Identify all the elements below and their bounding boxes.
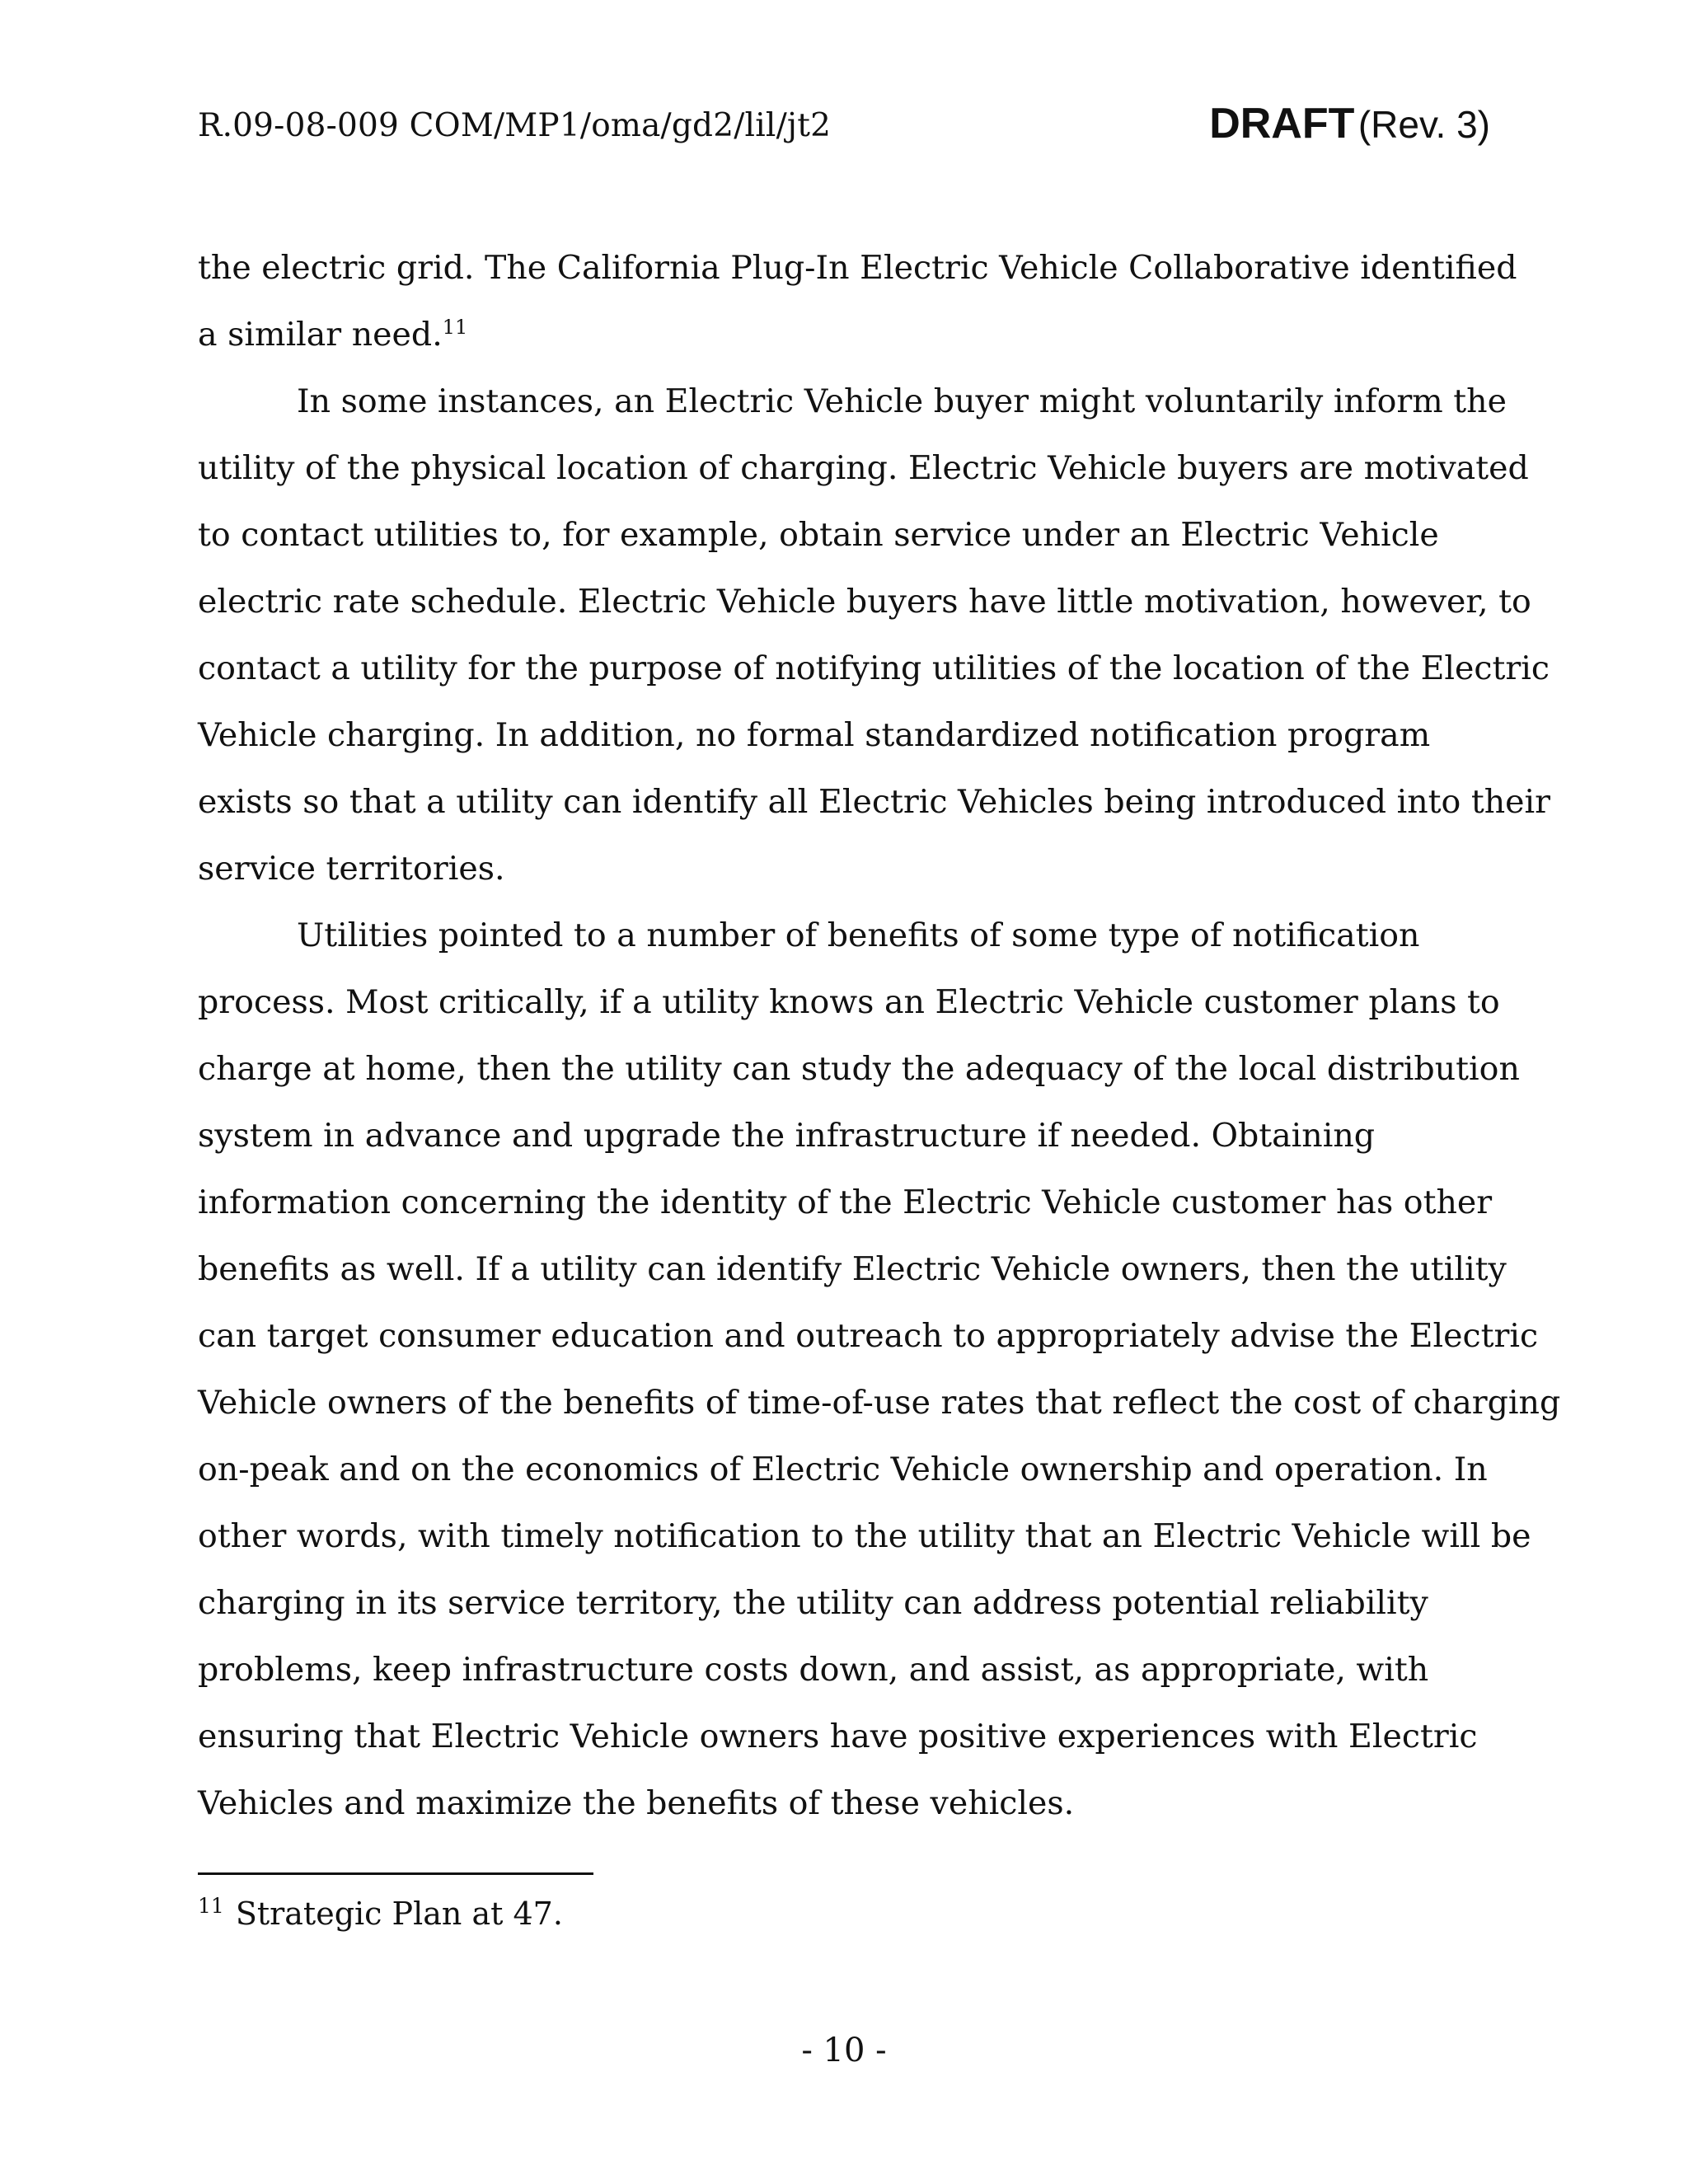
footnote	[198, 1896, 563, 1932]
page-number: - 10 -	[801, 2032, 887, 2069]
footnote-divider	[198, 1872, 593, 1875]
text-line: exists so that a utility can identify all Electric Vehicles being introduced into their	[198, 783, 1551, 821]
draft-label	[1209, 99, 1490, 148]
footnote-reference[interactable]: 11	[442, 315, 468, 339]
draft-word: DRAFT	[1209, 100, 1355, 148]
text-line: charging in its service territory, the utility can address potential reliability	[198, 1584, 1428, 1622]
text-line-content: a similar need.	[198, 316, 443, 354]
text-line: other words, with timely notification to the utility that an Electric Vehicle will be	[198, 1517, 1531, 1555]
page-header	[198, 99, 1490, 165]
text-line: to contact utilities to, for example, obtain service under an Electric Vehicle	[198, 516, 1439, 554]
text-line: system in advance and upgrade the infrastructure if needed. Obtaining	[198, 1117, 1376, 1155]
text-line: Utilities pointed to a number of benefits of some type of notification	[297, 916, 1420, 954]
docket-reference: R.09-08-009 COM/MP1/oma/gd2/lil/jt2	[198, 107, 832, 144]
text-line: process. Most critically, if a utility knows an Electric Vehicle customer plans to	[198, 983, 1500, 1021]
text-line: Vehicle charging. In addition, no formal standardized notification program	[198, 716, 1431, 754]
text-line: on-peak and on the economics of Electric Vehicle ownership and operation. In	[198, 1451, 1488, 1488]
paragraph-3	[198, 902, 1561, 1837]
footnote-text: Strategic Plan at 47.	[235, 1896, 563, 1932]
body-text	[198, 235, 1561, 1837]
text-line: service territories.	[198, 850, 505, 888]
text-line: Vehicle owners of the benefits of time-of-use rates that reflect the cost of charging	[198, 1384, 1561, 1422]
text-line: utility of the physical location of charging. Electric Vehicle buyers are motivated	[198, 449, 1529, 487]
text-line: contact a utility for the purpose of notifying utilities of the location of the Electric	[198, 649, 1550, 687]
text-line	[198, 302, 1484, 368]
paragraph-2	[198, 368, 1551, 902]
text-line: problems, keep infrastructure costs down, and assist, as appropriate, with	[198, 1651, 1429, 1689]
footnote-number: 11	[198, 1894, 224, 1919]
text-line: can target consumer education and outreach to appropriately advise the Electric	[198, 1317, 1539, 1355]
text-line: electric rate schedule. Electric Vehicle buyers have little motivation, however, to	[198, 583, 1531, 621]
revision-label: (Rev. 3)	[1357, 103, 1490, 146]
text-line: information concerning the identity of the Electric Vehicle customer has other	[198, 1183, 1493, 1221]
text-line: the electric grid. The California Plug-In Electric Vehicle Collaborative identified	[198, 249, 1517, 287]
text-line: Vehicles and maximize the benefits of these vehicles.	[198, 1784, 1075, 1822]
text-line: charge at home, then the utility can study the adequacy of the local distribution	[198, 1050, 1520, 1088]
text-line: ensuring that Electric Vehicle owners have positive experiences with Electric	[198, 1718, 1478, 1755]
paragraph-1	[198, 235, 1517, 368]
text-line: benefits as well. If a utility can identify Electric Vehicle owners, then the utility	[198, 1250, 1507, 1288]
text-line: In some instances, an Electric Vehicle buyer might voluntarily inform the	[297, 382, 1507, 420]
